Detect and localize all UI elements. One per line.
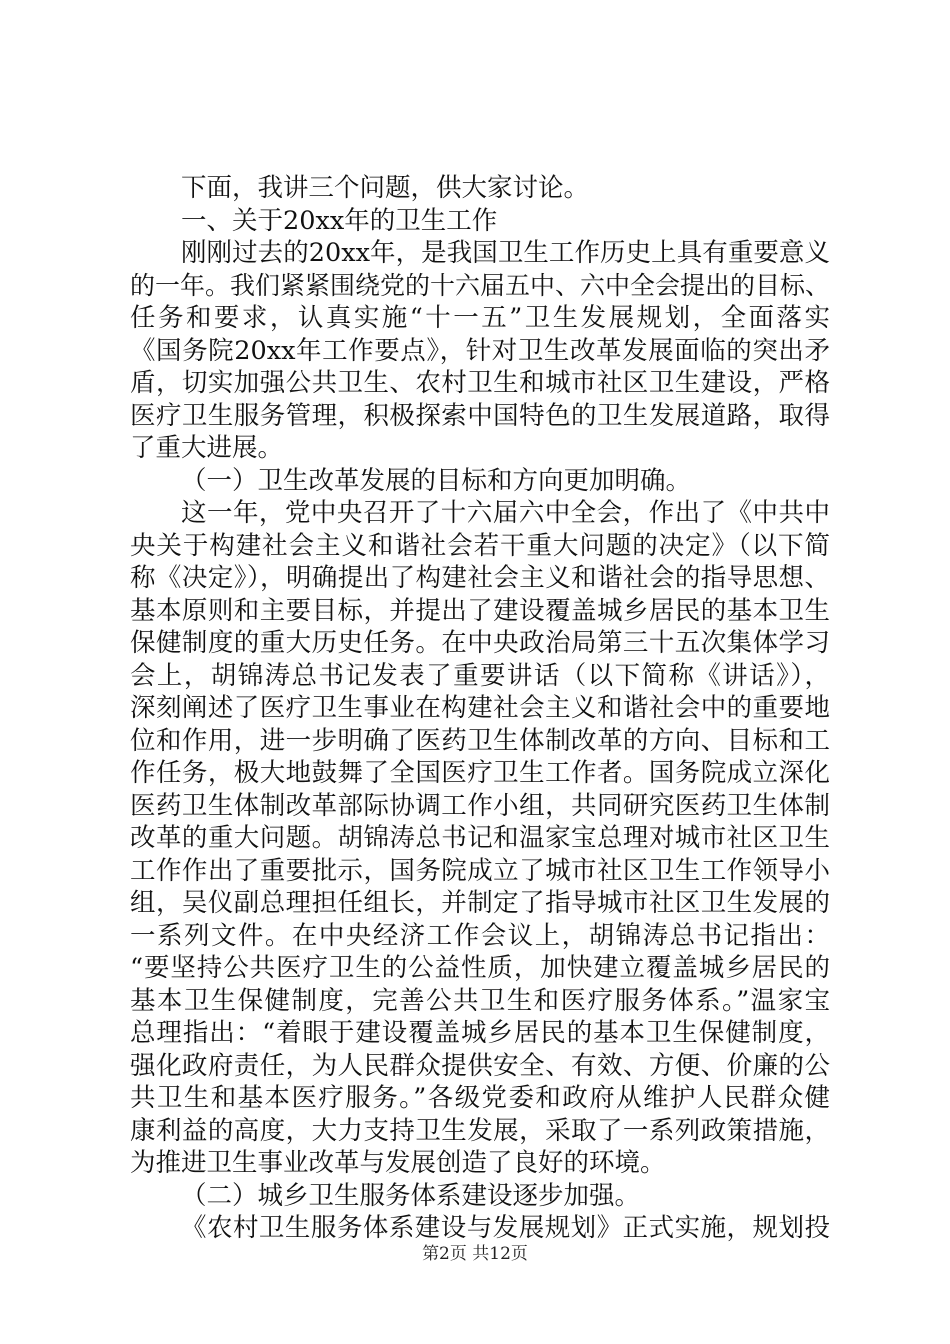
text-line: 基本原则和主要目标，并提出了建设覆盖城乡居民的基本卫生 [130, 595, 830, 626]
text-line: 《农村卫生服务体系建设与发展规划》正式实施，规划投 [181, 1213, 830, 1243]
text-line: 改革的重大问题。胡锦涛总书记和温家宝总理对城市社区卫生 [130, 823, 830, 853]
text-line: 一系列文件。在中央经济工作会议上，胡锦涛总书记指出： [130, 920, 830, 951]
text-line: 医药卫生体制改革部际协调工作小组，共同研究医药卫生体制 [130, 790, 830, 821]
text-line: 工作作出了重要批示，国务院成立了城市社区卫生工作领导小 [130, 855, 830, 886]
text-line: 任务和要求，认真实施“十一五”卫生发展规划，全面落实 [130, 303, 830, 333]
text-line: 下面，我讲三个问题，供大家讨论。 [181, 173, 590, 203]
text-line: 位和作用，进一步明确了医药卫生体制改革的方向、目标和工 [130, 725, 830, 756]
text-line: 康利益的高度，大力支持卫生发展，采取了一系列政策措施， [130, 1115, 830, 1146]
text-line: 的一年。我们紧紧围绕党的十六届五中、六中全会提出的目标、 [130, 270, 830, 300]
text-line: 盾，切实加强公共卫生、农村卫生和城市社区卫生建设，严格 [130, 368, 830, 398]
text-line: 基本卫生保健制度，完善公共卫生和医疗服务体系。”温家宝 [130, 985, 830, 1016]
subsection-heading: （二）城乡卫生服务体系建设逐步加强。 [181, 1180, 641, 1211]
text-line: 了重大进展。 [130, 433, 284, 463]
document-body [130, 172, 830, 1245]
text-line: 强化政府责任，为人民群众提供安全、有效、方便、价廉的公 [130, 1050, 830, 1081]
text-line: 作任务，极大地鼓舞了全国医疗卫生工作者。国务院成立深化 [130, 758, 830, 788]
text-line: 共卫生和基本医疗服务。”各级党委和政府从维护人民群众健 [130, 1083, 830, 1113]
subsection-heading: （一）卫生改革发展的目标和方向更加明确。 [181, 465, 692, 496]
text-line: 这一年，党中央召开了十六届六中全会，作出了《中共中 [181, 498, 830, 528]
text-line: 医疗卫生服务管理，积极探索中国特色的卫生发展道路，取得 [130, 400, 830, 431]
text-line: 深刻阐述了医疗卫生事业在构建社会主义和谐社会中的重要地 [130, 693, 830, 723]
text-line: 央关于构建社会主义和谐社会若干重大问题的决定》（以下简 [130, 530, 830, 561]
text-line: 刚刚过去的20xx年，是我国卫生工作历史上具有重要意义 [181, 238, 830, 268]
text-line: 保健制度的重大历史任务。在中央政治局第三十五次集体学习 [130, 628, 830, 658]
text-line: “要坚持公共医疗卫生的公益性质，加快建立覆盖城乡居民的 [130, 953, 830, 983]
text-line: 称《决定》），明确提出了构建社会主义和谐社会的指导思想、 [130, 563, 830, 593]
page-number-footer: 第2页 共12页 [422, 1244, 528, 1264]
text-line: 会上，胡锦涛总书记发表了重要讲话（以下简称《讲话》）， [130, 660, 830, 691]
text-line: 组，吴仪副总理担任组长，并制定了指导城市社区卫生发展的 [130, 888, 830, 918]
text-line: 《国务院20xx年工作要点》，针对卫生改革发展面临的突出矛 [130, 335, 830, 366]
section-heading: 一、关于20xx年的卫生工作 [181, 205, 498, 236]
text-line: 总理指出：“着眼于建设覆盖城乡居民的基本卫生保健制度， [130, 1018, 830, 1048]
text-line: 为推进卫生事业改革与发展创造了良好的环境。 [130, 1148, 666, 1178]
